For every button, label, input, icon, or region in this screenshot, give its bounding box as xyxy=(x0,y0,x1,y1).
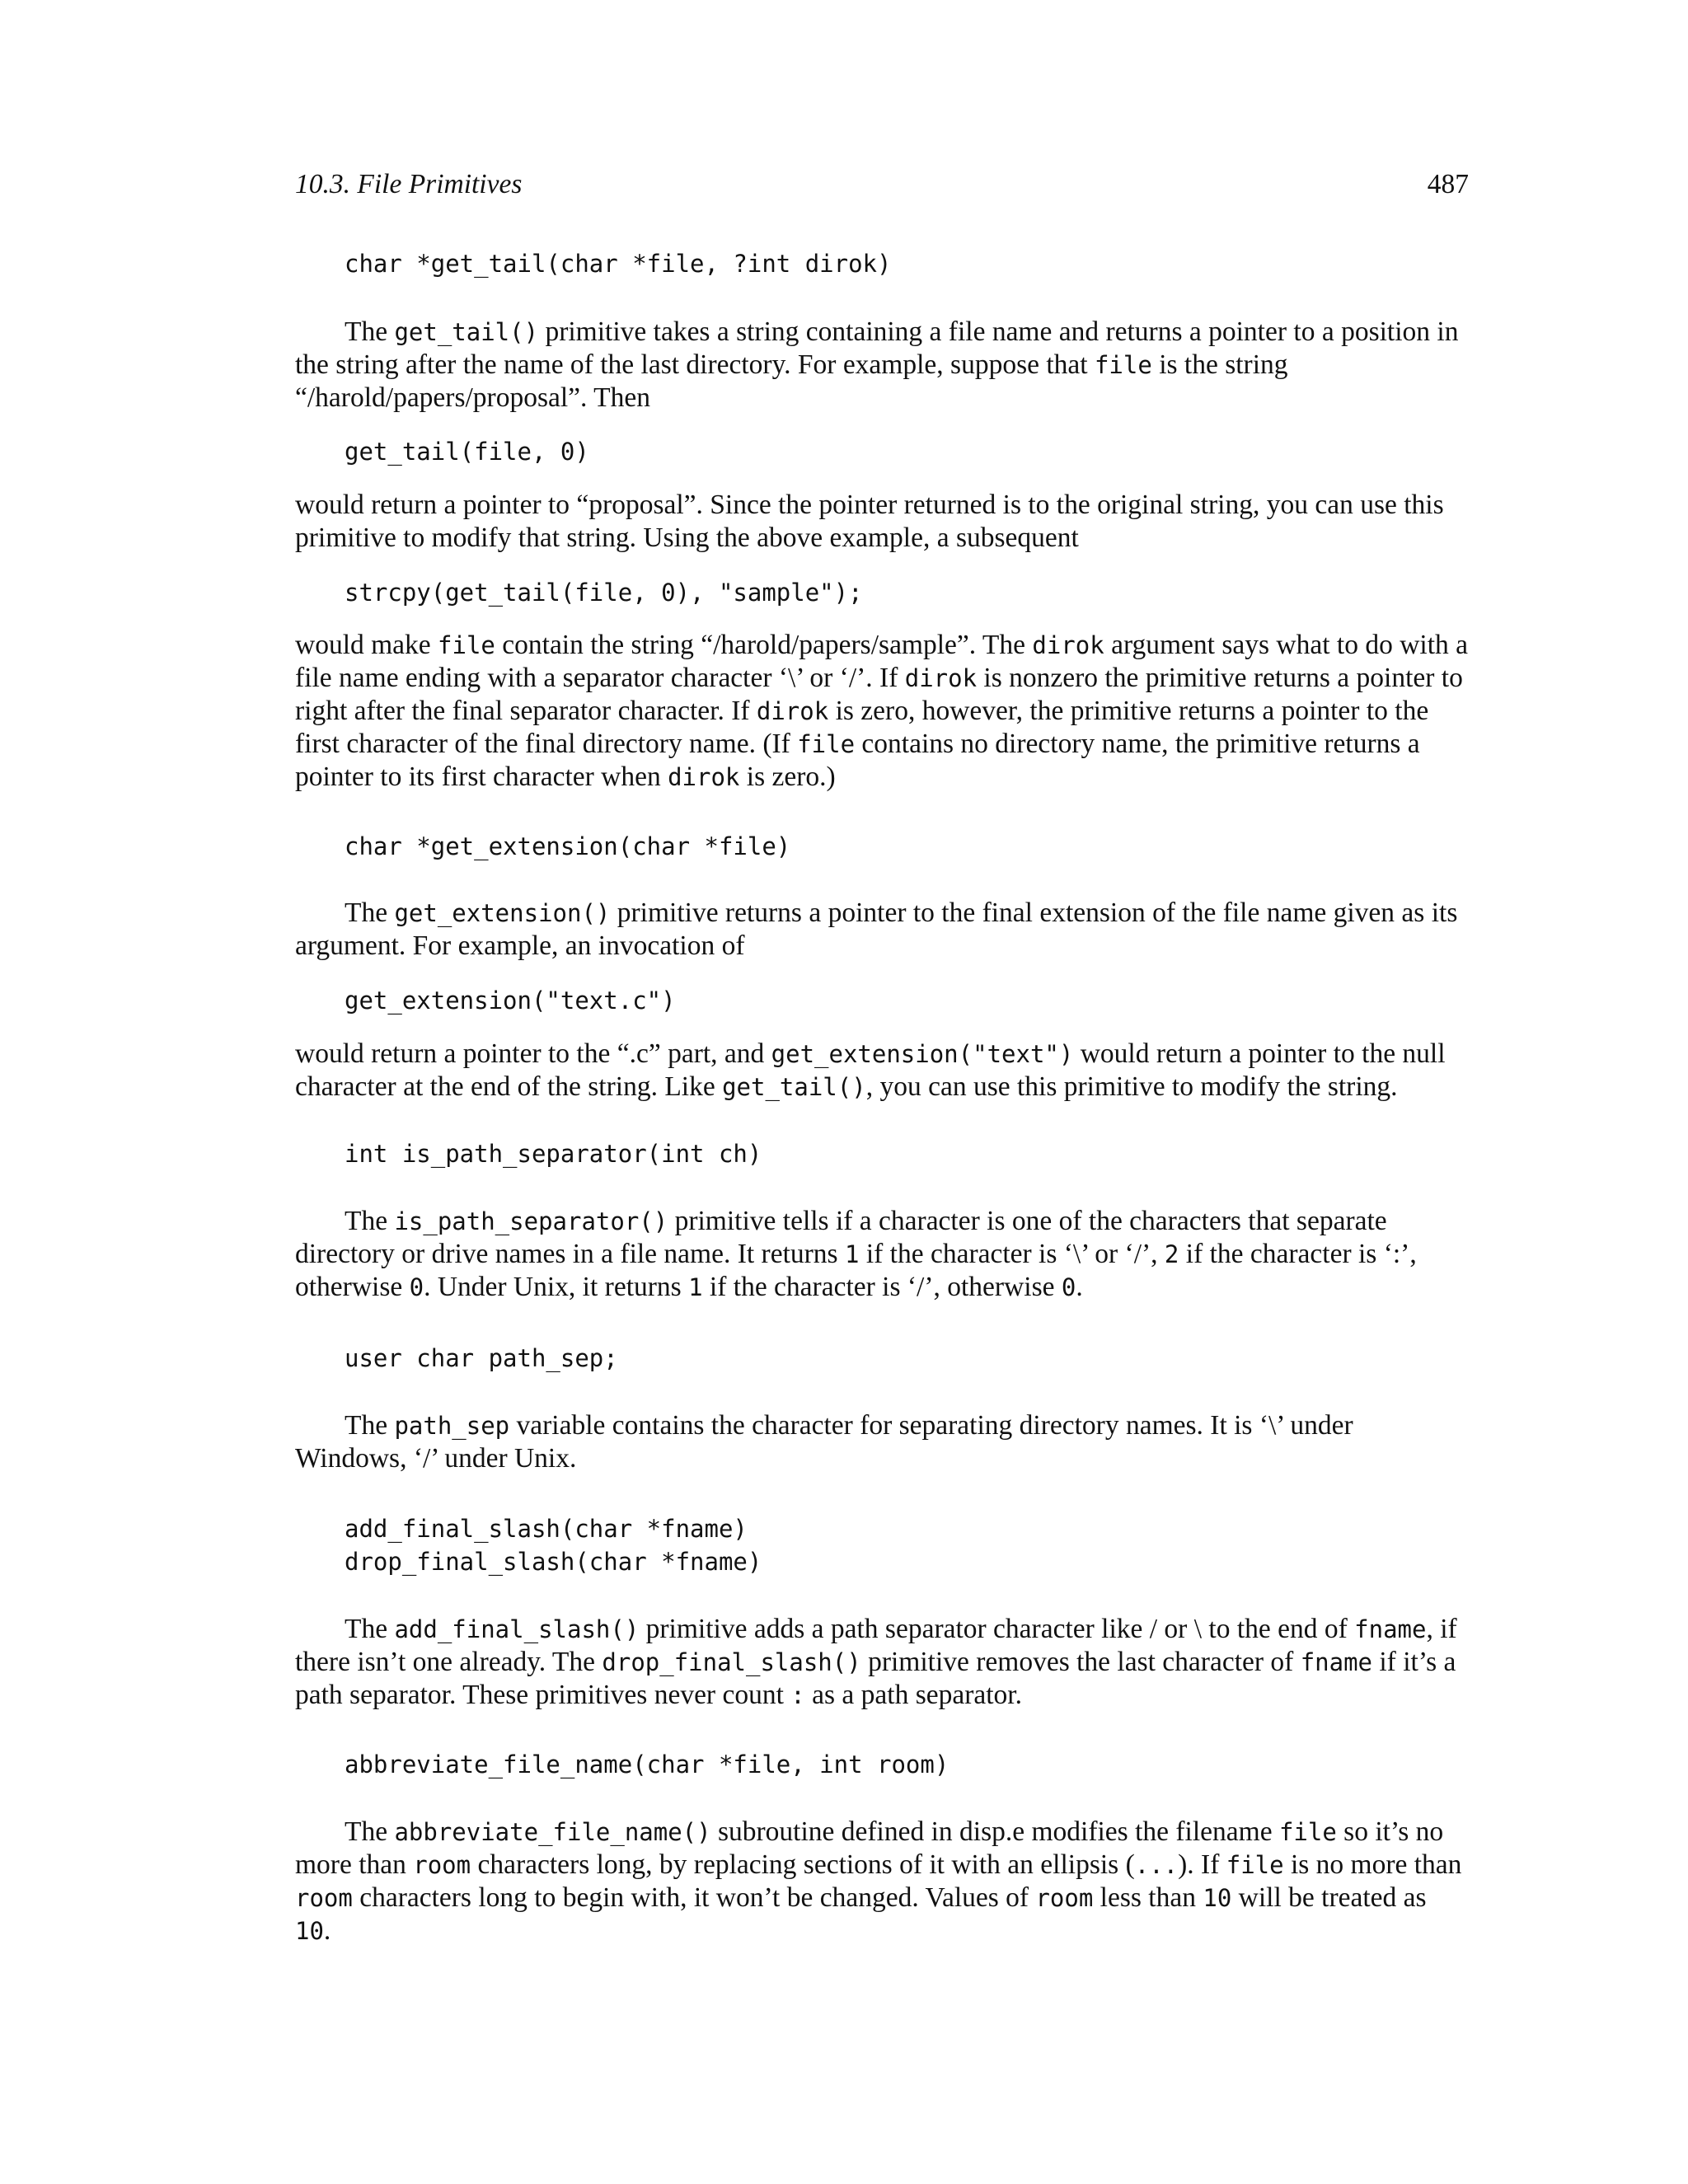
inline-code: file xyxy=(438,631,495,659)
inline-code: get_extension("text") xyxy=(771,1040,1074,1068)
inline-code: file xyxy=(1278,1818,1337,1846)
inline-code: add_final_slash() xyxy=(394,1615,640,1643)
inline-code: 0 xyxy=(1061,1273,1076,1301)
code-example: get_tail(file, 0) xyxy=(345,438,589,466)
paragraph: would make file contain the string “/harold/papers/sample”. The dirok argument says what to do with a file name ending with a separator character ‘\’ or ‘/’. If dirok is nonzero the primitive returns a pointer to right after the final separator character. If dirok is zero, however, the primitive returns a pointer to the first character of the final directory name. (If file contains no directory name, the primitive returns a pointer to its first character when dirok is zero.) xyxy=(295,630,1469,792)
inline-code: drop_final_slash() xyxy=(602,1648,861,1676)
inline-code: 1 xyxy=(844,1240,860,1268)
inline-code: 1 xyxy=(688,1273,703,1301)
inline-code: file xyxy=(797,730,856,758)
function-signature: int is_path_separator(int ch) xyxy=(345,1140,762,1168)
inline-code: dirok xyxy=(668,763,740,791)
inline-code: 2 xyxy=(1164,1240,1179,1268)
inline-code: file xyxy=(1094,351,1152,379)
paragraph: would return a pointer to the “.c” part, and get_extension("text") would return a pointer to the null character at the end of the string. Like get_tail(), you can use this primitive to modify the string. xyxy=(295,1038,1446,1102)
inline-code: dirok xyxy=(756,697,829,725)
inline-code: fname xyxy=(1300,1648,1372,1676)
inline-code: room xyxy=(295,1884,353,1912)
function-signature: char *get_extension(char *file) xyxy=(345,832,791,860)
inline-code: file xyxy=(1226,1851,1284,1879)
variable-declaration: user char path_sep; xyxy=(345,1344,618,1372)
paragraph: The abbreviate_file_name() subroutine defined in disp.e modifies the filename file so it’s no more than room characters long, by replacing sections of it with an ellipsis (...). If file is no more than room characters long to begin with, it won’t be changed. Values of room less than 10 will be treated as 10. xyxy=(295,1816,1462,1946)
function-signature: abbreviate_file_name(char *file, int room) xyxy=(345,1750,950,1779)
inline-code: path_sep xyxy=(394,1412,510,1440)
code-example: get_extension("text.c") xyxy=(345,987,676,1015)
inline-code: dirok xyxy=(1032,631,1104,659)
paragraph: The add_final_slash() primitive adds a path separator character like / or \ to the end of fname, if there isn’t one already. The drop_final_slash() primitive removes the last character of fname if it’s a path separator. These primitives never count : as a path separator. xyxy=(295,1614,1457,1710)
inline-code: 10 xyxy=(295,1917,324,1945)
inline-code: room xyxy=(413,1851,471,1879)
function-signature: drop_final_slash(char *fname) xyxy=(345,1548,762,1576)
inline-code: dirok xyxy=(904,664,978,692)
inline-code: get_tail() xyxy=(722,1073,866,1101)
inline-code: get_tail() xyxy=(394,318,539,346)
inline-code: get_extension() xyxy=(394,899,611,927)
inline-code: room xyxy=(1035,1884,1094,1912)
running-head xyxy=(295,168,1469,204)
inline-code: 10 xyxy=(1203,1884,1232,1912)
paragraph: The get_extension() primitive returns a pointer to the final extension of the file name given as its argument. For example, an invocation of xyxy=(295,898,1458,961)
inline-code: abbreviate_file_name() xyxy=(394,1818,711,1846)
code-example: strcpy(get_tail(file, 0), "sample"); xyxy=(345,579,863,607)
paragraph: The path_sep variable contains the character for separating directory names. It is ‘\’ under Windows, ‘/’ under Unix. xyxy=(295,1410,1353,1474)
function-signature: add_final_slash(char *fname) xyxy=(345,1515,748,1543)
inline-code: : xyxy=(790,1681,805,1709)
paragraph: The get_tail() primitive takes a string containing a file name and returns a pointer to a position in the string after the name of the last directory. For example, suppose that file is the string “/harold/papers/proposal”. Then xyxy=(295,316,1459,413)
inline-code: ... xyxy=(1134,1851,1179,1879)
page-number: 487 xyxy=(1427,169,1469,199)
inline-code: is_path_separator() xyxy=(394,1207,668,1235)
inline-code: fname xyxy=(1354,1615,1427,1643)
paragraph: The is_path_separator() primitive tells if a character is one of the characters that separate directory or drive names in a file name. It returns 1 if the character is ‘\’ or ‘/’, 2 if the character is ‘:’, otherwise 0. Under Unix, it returns 1 if the character is ‘/’, otherwise 0. xyxy=(295,1206,1417,1302)
inline-code: 0 xyxy=(409,1273,424,1301)
function-signature: char *get_tail(char *file, ?int dirok) xyxy=(345,250,892,278)
section-title: 10.3. File Primitives xyxy=(295,169,523,199)
paragraph: would return a pointer to “proposal”. Since the pointer returned is to the original string, you can use this primitive to modify that string. Using the above example, a subsequent xyxy=(295,490,1444,553)
